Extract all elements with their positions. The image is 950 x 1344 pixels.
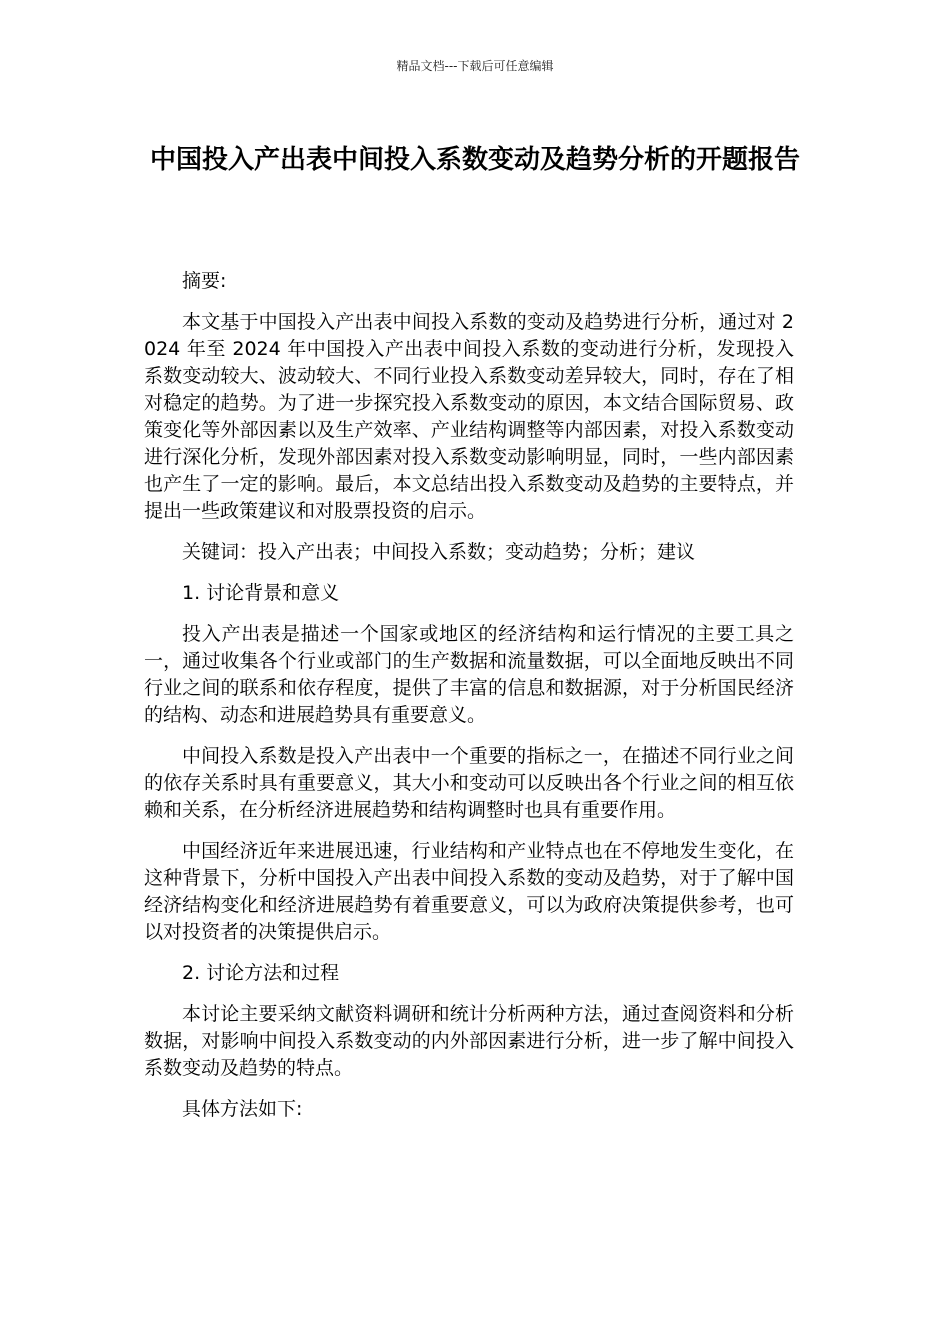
keywords-paragraph: 关键词：投入产出表；中间投入系数；变动趋势；分析；建议 (182, 541, 696, 563)
background-paragraph-3: 中国经济近年来进展迅速，行业结构和产业特点也在不停地发生变化，在这种背景下，分析中国投入产出表中间投入系数的变动及趋势，对于了解中国经济结构变化和经济进展趋势有着重要意义，可以为政府决策提供参考，也可以对投资者的决策提供启示。 (144, 840, 794, 943)
section-heading-background: 1. 讨论背景和意义 (182, 582, 340, 604)
document-body (144, 268, 794, 1137)
abstract-paragraph: 本文基于中国投入产出表中间投入系数的变动及趋势进行分析，通过对 2024 年至 2024 年中国投入产出表中间投入系数的变动进行分析，发现投入系数变动较大、波动较大、不同行业投入系数变动差异较大，同时，存在了相对稳定的趋势。为了进一步探究投入系数变动的原因，本文结合国际贸易、政策变化等外部因素以及生产效率、产业结构调整等内部因素，对投入系数变动进行深化分析，发现外部因素对投入系数变动影响明显，同时，一些内部因素也产生了一定的影响。最后，本文总结出投入系数变动及趋势的主要特点，并提出一些政策建议和对股票投资的启示。 (144, 311, 794, 522)
background-paragraph-1: 投入产出表是描述一个国家或地区的经济结构和运行情况的主要工具之一，通过收集各个行业或部门的生产数据和流量数据，可以全面地反映出不同行业之间的联系和依存程度，提供了丰富的信息和数据源，对于分析国民经济的结构、动态和进展趋势具有重要意义。 (144, 623, 794, 726)
section-heading-methods: 2. 讨论方法和过程 (182, 962, 340, 984)
methods-paragraph: 本讨论主要采纳文献资料调研和统计分析两种方法，通过查阅资料和分析数据，对影响中间投入系数变动的内外部因素进行分析，进一步了解中间投入系数变动及趋势的特点。 (144, 1003, 794, 1079)
document-title: 中国投入产出表中间投入系数变动及趋势分析的开题报告 (149, 145, 800, 175)
background-paragraph-2: 中间投入系数是投入产出表中一个重要的指标之一，在描述不同行业之间的依存关系时具有重要意义，其大小和变动可以反映出各个行业之间的相互依赖和关系，在分析经济进展趋势和结构调整时也具有重要作用。 (144, 745, 794, 821)
abstract-heading: 摘要: (182, 270, 227, 292)
methods-list-intro: 具体方法如下: (182, 1098, 303, 1120)
header-note: 精品文档---下载后可任意编辑 (396, 59, 554, 73)
